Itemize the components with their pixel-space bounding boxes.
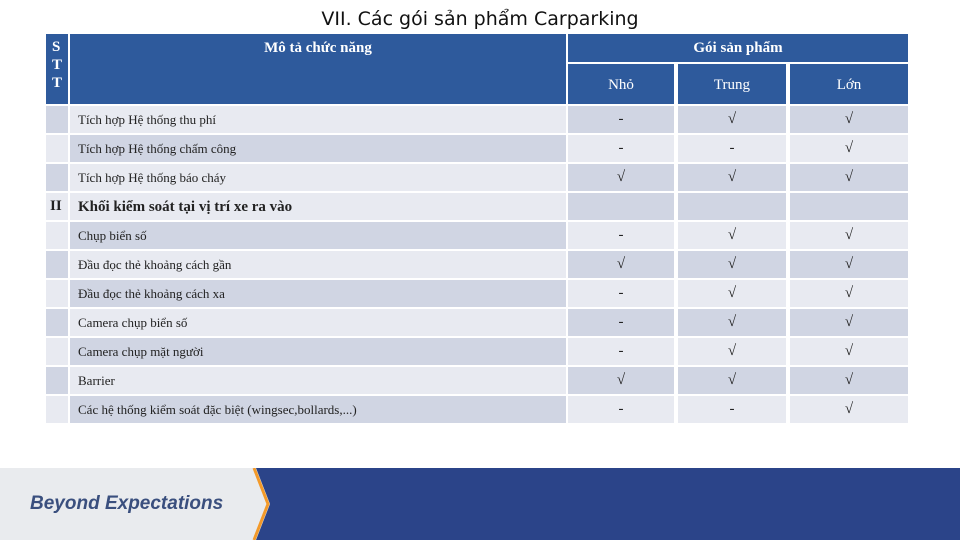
section-number: II — [50, 198, 62, 214]
header-packages: Gói sản phẩm — [568, 34, 908, 62]
row-label: Barrier — [78, 373, 115, 388]
row-label: Đầu đọc thẻ khoảng cách gần — [78, 257, 232, 272]
row-label: Tích hợp Hệ thống báo cháy — [78, 170, 227, 185]
dash-mark: - — [618, 227, 624, 243]
header-stt: S T T — [46, 34, 68, 104]
check-mark: √ — [616, 256, 626, 272]
header-size-large: Lớn — [790, 64, 908, 104]
check-mark: √ — [727, 169, 737, 185]
header-size-small: Nhỏ — [568, 64, 674, 104]
table-cell-bg — [46, 164, 68, 191]
row-label: Camera chụp biển số — [78, 315, 188, 330]
check-mark: √ — [844, 227, 854, 243]
check-mark: √ — [844, 111, 854, 127]
table-cell-bg — [46, 222, 68, 249]
dash-mark: - — [729, 401, 735, 417]
header-description: Mô tả chức năng — [70, 34, 566, 104]
check-mark: √ — [727, 314, 737, 330]
check-mark: √ — [616, 372, 626, 388]
check-mark: √ — [727, 256, 737, 272]
dash-mark: - — [618, 401, 624, 417]
table-cell-bg — [46, 251, 68, 278]
dash-mark: - — [618, 111, 624, 127]
check-mark: √ — [844, 256, 854, 272]
footer-chevron-icon — [248, 468, 270, 540]
table-cell-bg — [70, 367, 566, 394]
row-label: Tích hợp Hệ thống chấm công — [78, 141, 237, 156]
dash-mark: - — [618, 140, 624, 156]
table-cell-bg — [46, 309, 68, 336]
table-cell-bg — [46, 135, 68, 162]
check-mark: √ — [844, 401, 854, 417]
check-mark: √ — [844, 314, 854, 330]
check-mark: √ — [727, 372, 737, 388]
check-mark: √ — [844, 285, 854, 301]
section-cell-bg — [568, 193, 674, 220]
check-mark: √ — [844, 343, 854, 359]
check-mark: √ — [727, 111, 737, 127]
table-cell-bg — [46, 338, 68, 365]
row-label: Tích hợp Hệ thống thu phí — [78, 112, 216, 127]
table-cell-bg — [46, 367, 68, 394]
row-label: Các hệ thống kiểm soát đặc biệt (wingsec,bollards,...) — [78, 402, 357, 417]
section-cell-bg — [790, 193, 908, 220]
row-label: Camera chụp mặt người — [78, 344, 204, 359]
table-cell-bg — [46, 106, 68, 133]
row-label: Chụp biển số — [78, 228, 147, 243]
check-mark: √ — [844, 169, 854, 185]
check-mark: √ — [844, 372, 854, 388]
dash-mark: - — [729, 140, 735, 156]
check-mark: √ — [727, 227, 737, 243]
page-title: VII. Các gói sản phẩm Carparking — [321, 8, 639, 30]
table-cell-bg — [46, 280, 68, 307]
check-mark: √ — [844, 140, 854, 156]
check-mark: √ — [616, 169, 626, 185]
section-label: Khối kiểm soát tại vị trí xe ra vào — [78, 199, 293, 215]
footer-tagline: Beyond Expectations — [30, 493, 224, 514]
row-label: Đầu đọc thẻ khoảng cách xa — [78, 286, 225, 301]
dash-mark: - — [618, 285, 624, 301]
header-size-medium: Trung — [678, 64, 786, 104]
table-cell-bg — [46, 396, 68, 423]
dash-mark: - — [618, 314, 624, 330]
check-mark: √ — [727, 285, 737, 301]
dash-mark: - — [618, 343, 624, 359]
check-mark: √ — [727, 343, 737, 359]
section-cell-bg — [678, 193, 786, 220]
